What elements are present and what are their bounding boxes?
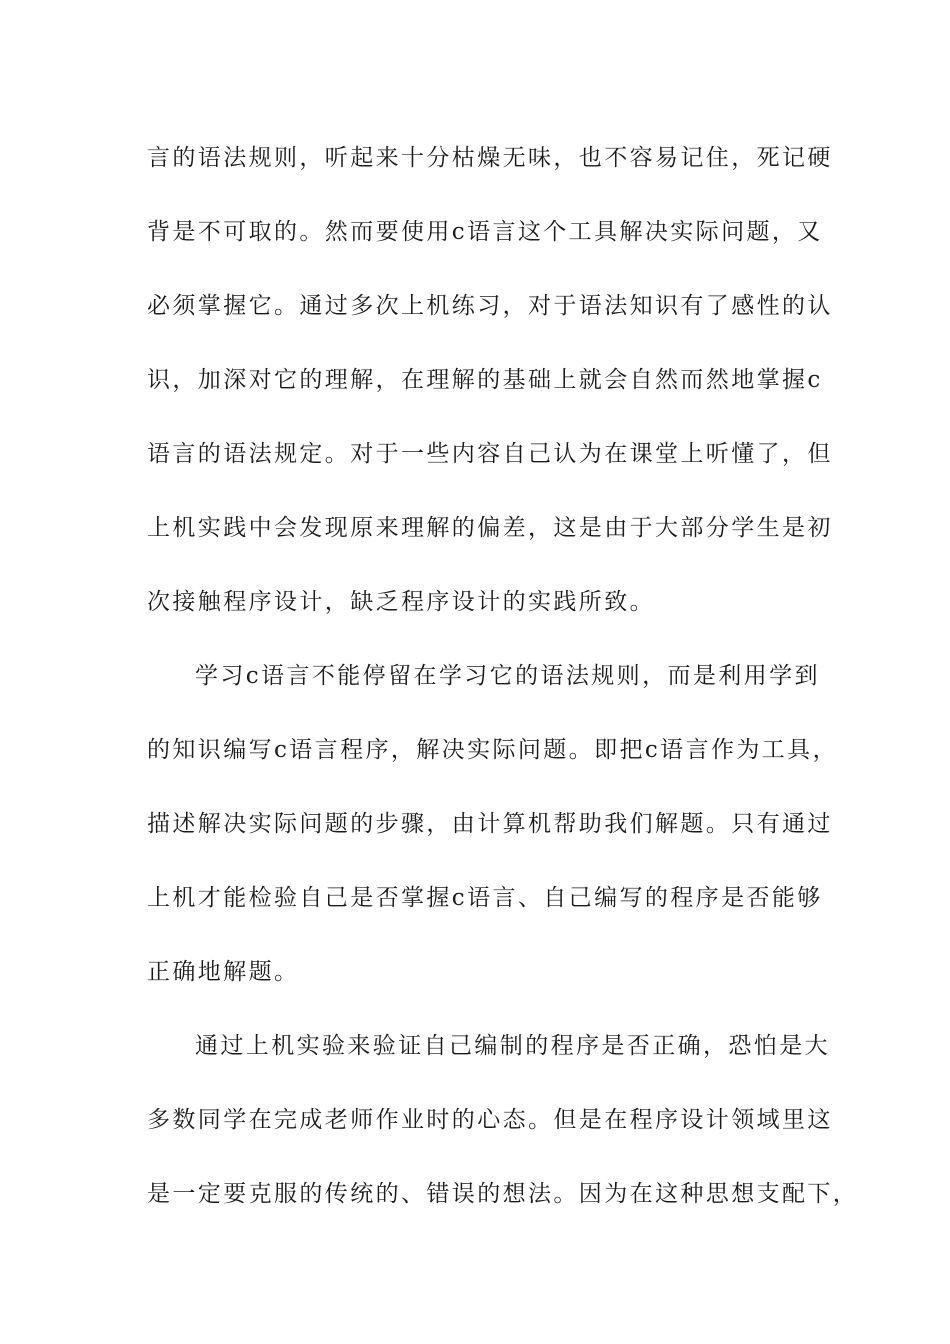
text-line: 描述解决实际问题的步骤，由计算机帮助我们解题。只有通过: [147, 811, 833, 837]
paragraph-start-line: 通过上机实验来验证自己编制的程序是否正确，恐怕是大: [195, 1033, 830, 1059]
text-line: 是一定要克服的传统的、错误的想法。因为在这种思想支配下，: [147, 1181, 859, 1207]
text-line: 背是不可取的。然而要使用c语言这个工具解决实际问题，又: [147, 219, 823, 245]
text-line: 上机实践中会发现原来理解的偏差，这是由于大部分学生是初: [147, 515, 833, 541]
paragraph-start-line: 学习c语言不能停留在学习它的语法规则，而是利用学到: [195, 663, 820, 689]
text-line: 次接触程序设计，缺乏程序设计的实践所致。: [147, 589, 655, 615]
text-line: 多数同学在完成老师作业时的心态。但是在程序设计领域里这: [147, 1107, 833, 1133]
text-line: 正确地解题。: [147, 959, 300, 985]
text-line: 的知识编写c语言程序，解决实际问题。即把c语言作为工具，: [147, 737, 838, 763]
body-text: [147, 132, 859, 1242]
text-line: 语言的语法规定。对于一些内容自己认为在课堂上听懂了，但: [147, 441, 833, 467]
text-line: 必须掌握它。通过多次上机练习，对于语法知识有了感性的认: [147, 293, 833, 319]
text-line: 上机才能检验自己是否掌握c语言、自己编写的程序是否能够: [147, 885, 823, 911]
text-line: 识，加深对它的理解，在理解的基础上就会自然而然地掌握c: [147, 367, 823, 393]
text-line: 言的语法规则，听起来十分枯燥无味，也不容易记住，死记硬: [147, 145, 833, 171]
